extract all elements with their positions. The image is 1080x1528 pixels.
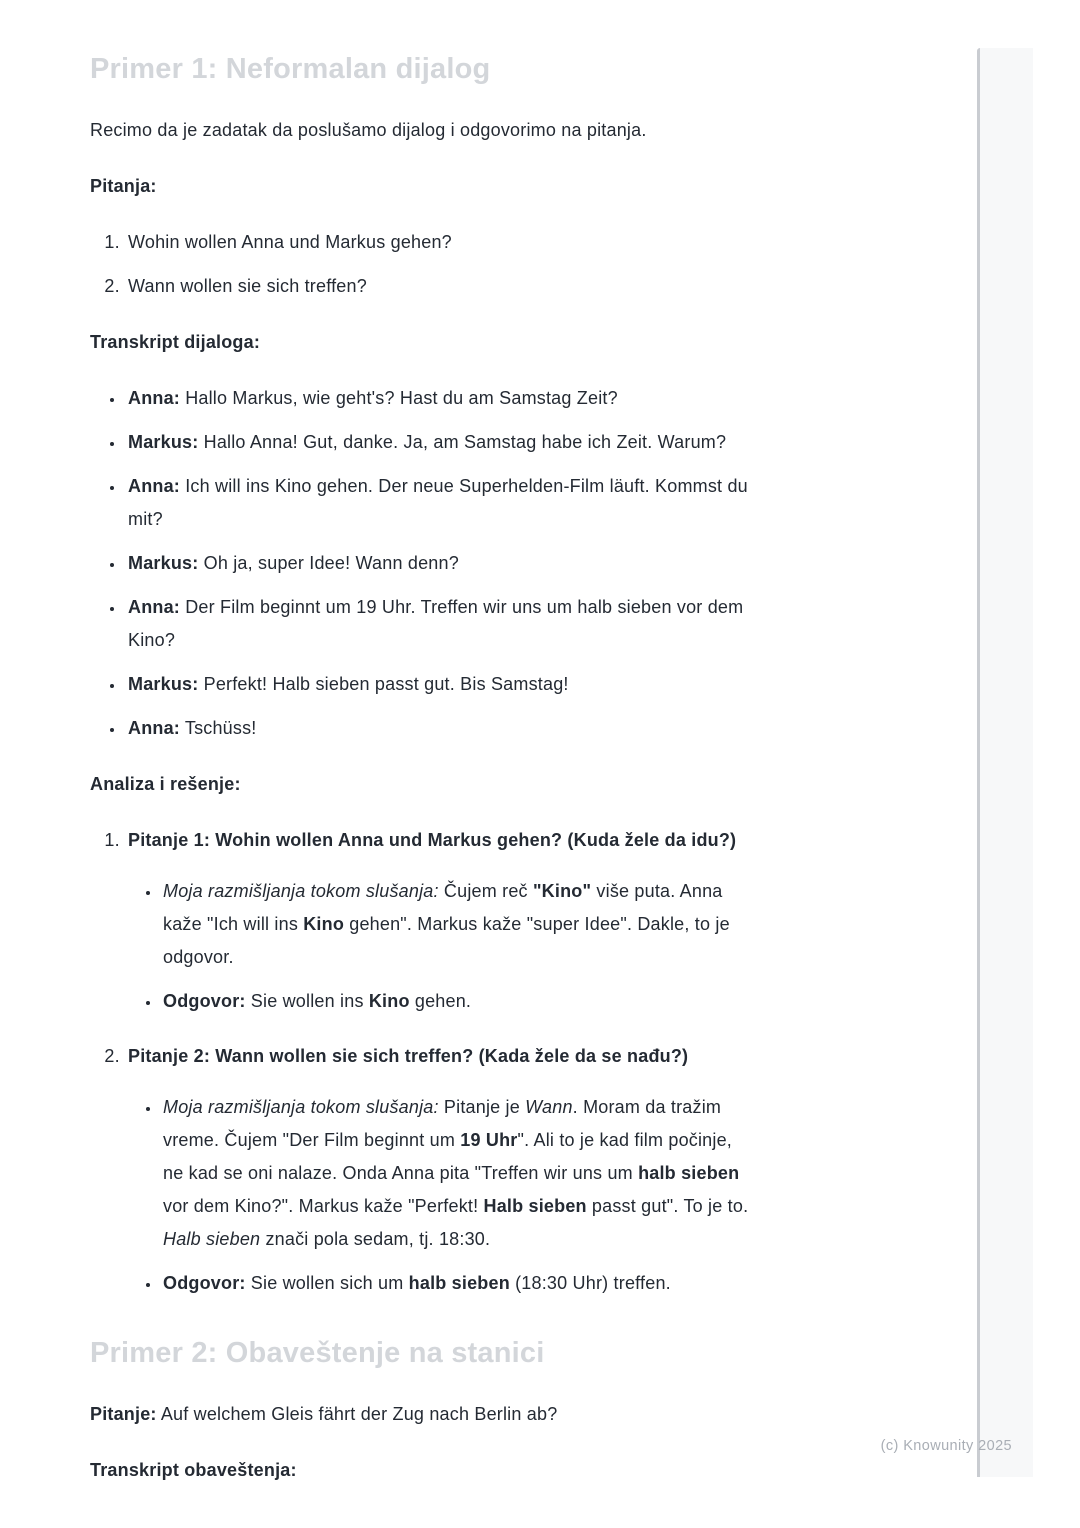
dialog-line: • Markus: Oh ja, super Idee! Wann denn? xyxy=(125,547,926,580)
questions-list xyxy=(90,226,926,303)
dialog-list xyxy=(90,382,926,745)
analysis-detail-list xyxy=(128,875,926,1018)
transcript-label: Transkript dijaloga: xyxy=(90,332,261,352)
document-content xyxy=(90,0,926,1487)
analysis-label: Analiza i rešenje: xyxy=(90,774,241,794)
dialog-line: • Markus: Hallo Anna! Gut, danke. Ja, am Samstag habe ich Zeit. Warum? xyxy=(125,426,926,459)
question-item: 1. Wohin wollen Anna und Markus gehen? xyxy=(125,226,926,259)
questions-label: Pitanja: xyxy=(90,176,157,196)
analysis-answer: • Odgovor: Sie wollen sich um halb sieben (18:30 Uhr) treffen. xyxy=(161,1267,926,1300)
dialog-line: • Anna: Hallo Markus, wie geht's? Hast du am Samstag Zeit? xyxy=(125,382,926,415)
analysis-list xyxy=(90,824,926,1300)
section-heading-primer2: Primer 2: Obaveštenje na stanici xyxy=(90,1337,545,1369)
dialog-line: • Markus: Perfekt! Halb sieben passt gut. Bis Samstag! xyxy=(125,668,926,701)
question-item: 2. Wann wollen sie sich treffen? xyxy=(125,270,926,303)
question2-paragraph: Pitanje: Auf welchem Gleis fährt der Zug nach Berlin ab? xyxy=(90,1404,558,1424)
section-heading-primer1: Primer 1: Neformalan dijalog xyxy=(90,53,491,85)
transcript2-label: Transkript obaveštenja: xyxy=(90,1460,297,1480)
next-page-edge xyxy=(977,48,1033,1477)
analysis-item xyxy=(125,824,926,1018)
analysis-detail-list xyxy=(128,1091,926,1300)
analysis-thought: • Moja razmišljanja tokom slušanja: Pitanje je Wann. Moram da tražim vreme. Čujem "Der Film beginnt um 19 Uhr". Ali to je kad film počinje, ne kad se oni nalaze. Onda Anna pita "Treffen wir uns um halb sieben vor dem Kino?". Markus kaže "Perfekt! Halb sieben passt gut". To je to. Halb sieben znači pola sedam, tj. 18:30. xyxy=(161,1091,926,1256)
analysis-item xyxy=(125,1040,926,1300)
analysis-question-title: Pitanje 2: Wann wollen sie sich treffen? (Kada žele da se nađu?) xyxy=(128,1046,689,1066)
dialog-line: • Anna: Ich will ins Kino gehen. Der neue Superhelden-Film läuft. Kommst du mit? xyxy=(125,470,926,536)
dialog-line: • Anna: Tschüss! xyxy=(125,712,926,745)
dialog-line: • Anna: Der Film beginnt um 19 Uhr. Treffen wir uns um halb sieben vor dem Kino? xyxy=(125,591,926,657)
analysis-question-title: Pitanje 1: Wohin wollen Anna und Markus gehen? (Kuda žele da idu?) xyxy=(128,830,737,850)
analysis-thought: • Moja razmišljanja tokom slušanja: Čujem reč "Kino" više puta. Anna kaže "Ich will ins Kino gehen". Markus kaže "super Idee". Dakle, to je odgovor. xyxy=(161,875,926,974)
copyright-watermark: (c) Knowunity 2025 xyxy=(880,1438,1012,1454)
intro-paragraph: Recimo da je zadatak da poslušamo dijalog i odgovorimo na pitanja. xyxy=(90,120,647,140)
analysis-answer: • Odgovor: Sie wollen ins Kino gehen. xyxy=(161,985,926,1018)
